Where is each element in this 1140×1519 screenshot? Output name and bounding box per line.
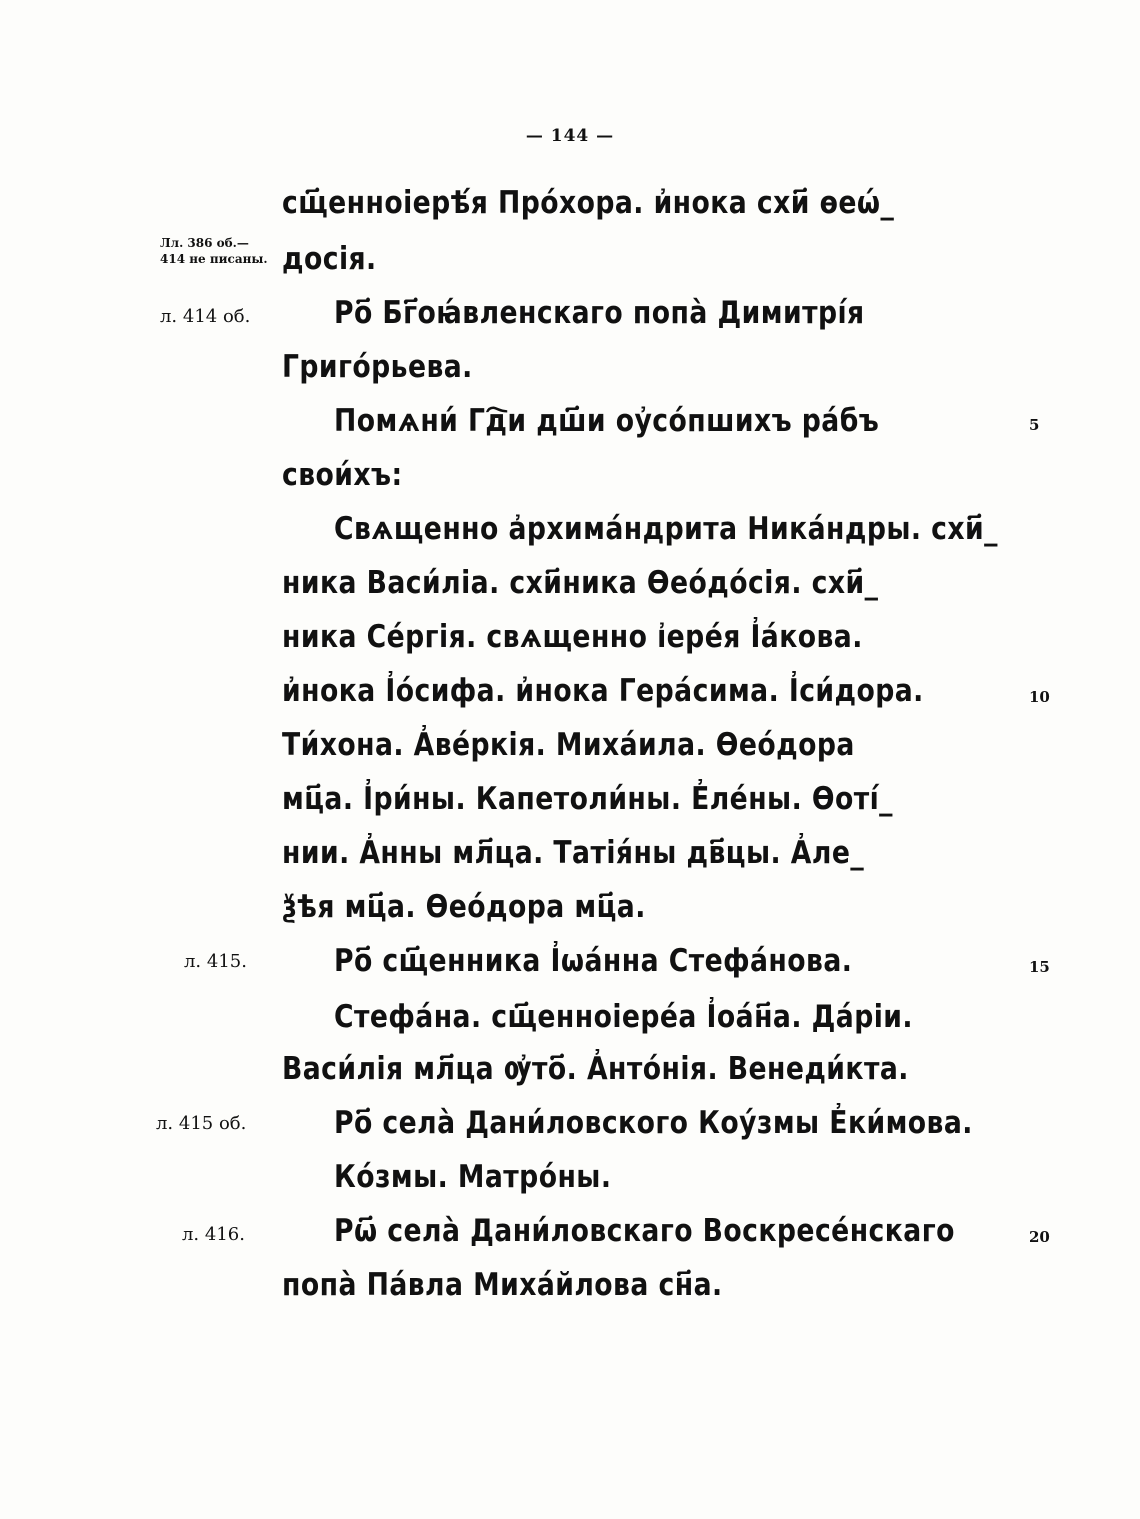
text-line: свои́хъ: — [282, 457, 403, 493]
line-number: 15 — [1029, 958, 1050, 976]
text-line: Ти́хона. А҆ве́ркія. Миха́ила. Ѳео́дора — [282, 727, 855, 763]
margin-note: л. 415. — [184, 951, 247, 972]
text-line: ѯѣя мц҃а. Ѳео́дора мц҃а. — [282, 889, 646, 925]
text-line: Стефа́на. сщ҃енноіере́а І҆оа́н҃а. Да́ріи. — [334, 999, 913, 1035]
margin-note: л. 416. — [182, 1224, 245, 1245]
text-line: Помѧни́ Гд҇и дш҃и оу҆со́пшихъ ра́бъ — [334, 403, 880, 439]
text-line: нии. А҆нны мл҃ца. Татія́ны дв҃цы. А҆ле_ — [282, 835, 865, 871]
text-line: Рѡ҃ села̀ Дани́ловскаго Воскресе́нскаго — [334, 1213, 955, 1249]
text-line: Васи́лія мл҃ца ѹ҆то҃. А҆нто́нія. Венеди́кта. — [282, 1051, 909, 1087]
line-number: 10 — [1029, 688, 1050, 706]
text-line: и҆нока І҆о́сифа. и҆нока Гера́сима. І҆си́дора. — [282, 673, 924, 709]
text-line: Свѧщенно а҆рхима́ндрита Ника́ндры. схи҃_ — [334, 511, 998, 547]
line-number: 20 — [1029, 1228, 1050, 1246]
page-number: — 144 — — [525, 126, 615, 146]
text-line: мц҃а. І҆ри́ны. Капетоли́ны. Е҆ле́ны. Ѳоті́_ — [282, 781, 893, 817]
margin-note: л. 414 об. — [160, 306, 251, 327]
text-line: Ро҃ сщ҃енника І҆ѡа́нна Стефа́нова. — [334, 943, 853, 979]
margin-note: Лл. 386 об.— — [160, 236, 249, 250]
text-line: Ко́змы. Матро́ны. — [334, 1159, 612, 1195]
text-line: досія. — [282, 241, 377, 277]
text-line: ника Васи́ліа. схи҃ника Ѳео́до́сія. схи҃_ — [282, 565, 879, 601]
text-line: попа̀ Па́вла Миха́йлова сн҃а. — [282, 1267, 723, 1303]
margin-note: 414 не писаны. — [160, 252, 268, 266]
text-line: Ро҃ села̀ Дани́ловского Коу́змы Е҆ки́мова. — [334, 1105, 973, 1141]
text-line: Григо́рьева. — [282, 349, 473, 385]
text-line: ника Се́ргія. свѧщенно і҆ере́я І҆а́кова. — [282, 619, 863, 655]
text-line: сщ҃енноіерѣ́я Про́хора. и҆нока схи҃ ѳеѡ́_ — [282, 185, 895, 221]
margin-note: л. 415 об. — [156, 1113, 247, 1134]
line-number: 5 — [1029, 416, 1040, 434]
text-line: Ро҃ Бг҃оꙗ́вленскаго попа̀ Димитрі́я — [334, 295, 865, 331]
